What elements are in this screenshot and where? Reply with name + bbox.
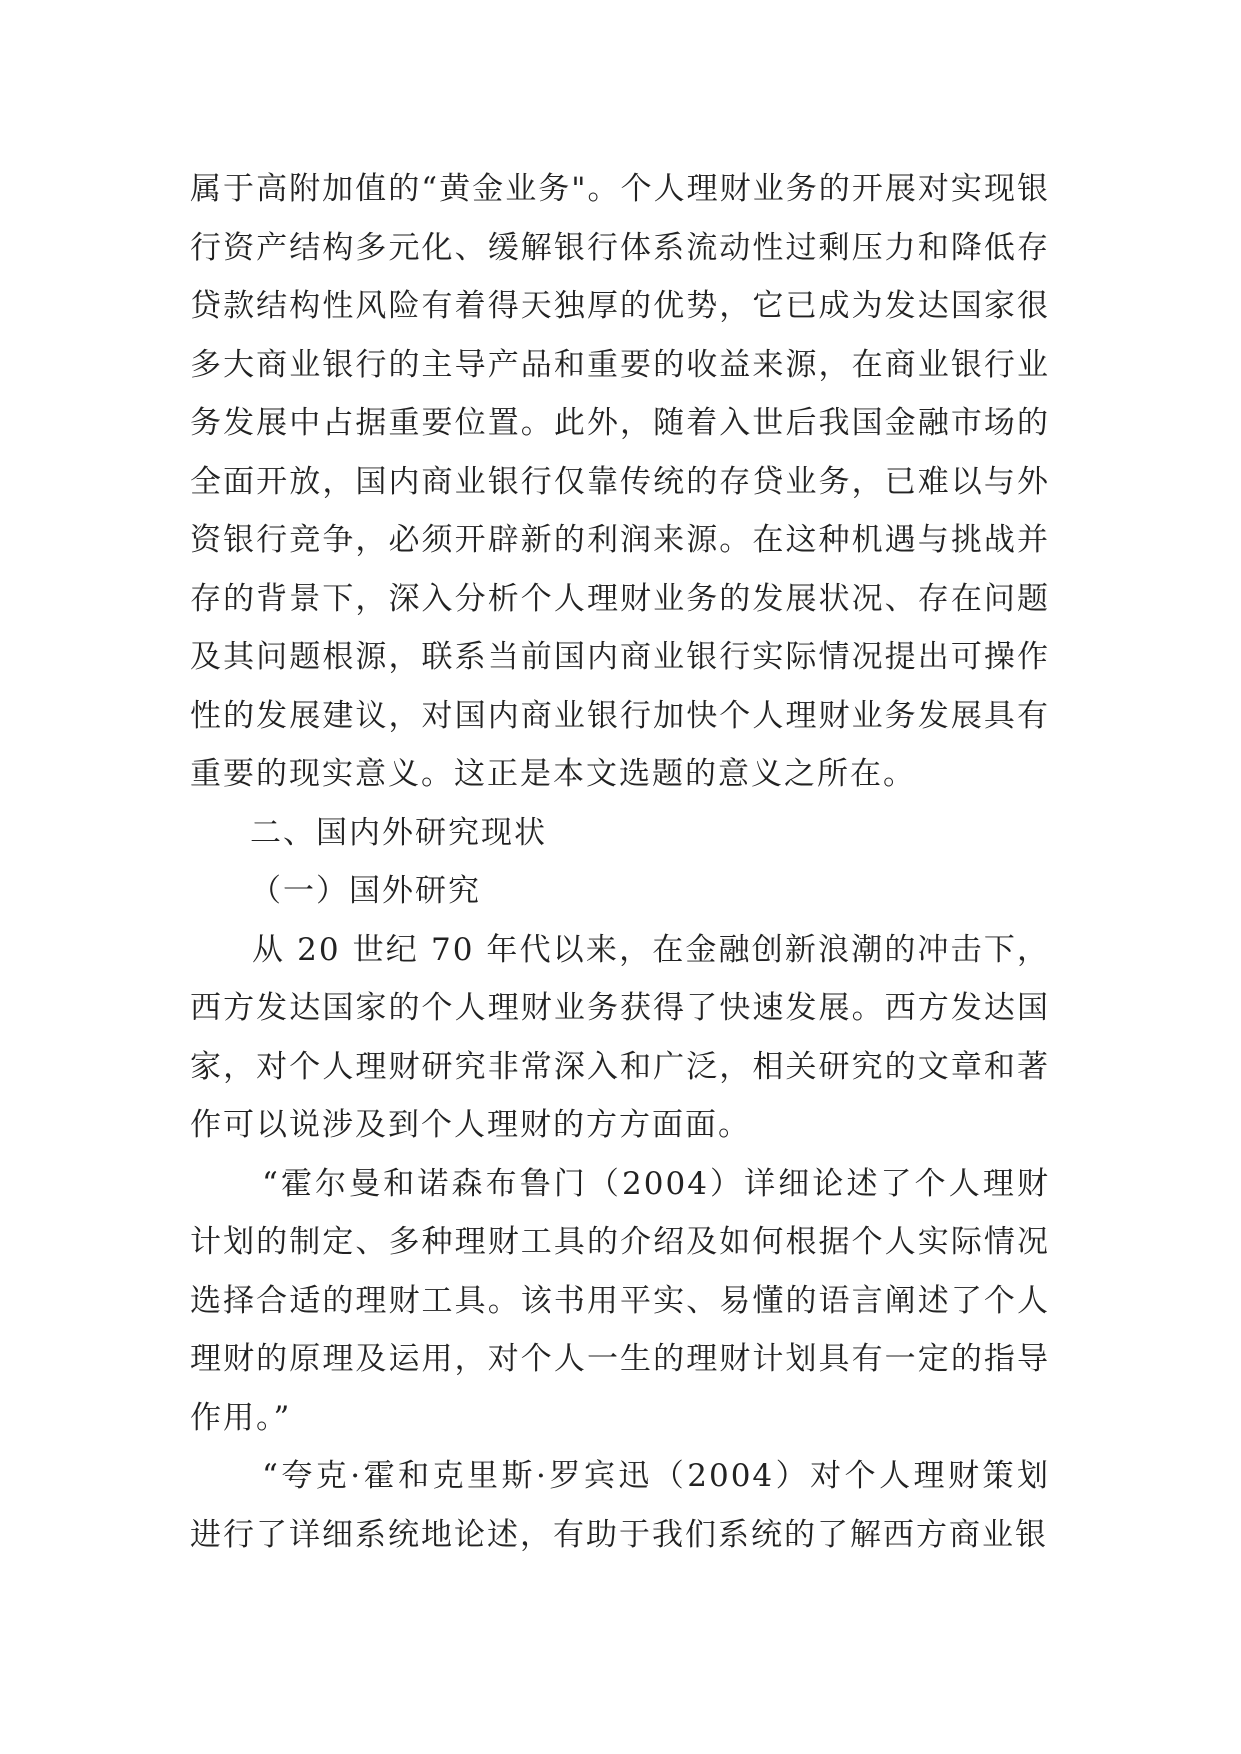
document-body — [190, 160, 1050, 1564]
section-heading: 二、国内外研究现状 — [250, 814, 547, 851]
subsection-heading: （一）国外研究 — [250, 873, 481, 909]
body-paragraph: “夸克·霍和克里斯·罗宾迅（2004）对个人理财策划进行了详细系统地论述，有助于我们系统的了解西方商业银 — [190, 1458, 1050, 1553]
body-paragraph: 属于高附加值的“黄金业务"。个人理财业务的开展对实现银行资产结构多元化、缓解银行体系流动性过剩压力和降低存贷款结构性风险有着得天独厚的优势，它已成为发达国家很多大商业银行的主导产品和重要的收益来源，在商业银行业务发展中占据重要位置。此外，随着入世后我国金融市场的全面开放，国内商业银行仅靠传统的存贷业务，已难以与外资银行竞争，必须开辟新的利润来源。在这种机遇与挑战并存的背景下，深入分析个人理财业务的发展状况、存在问题及其问题根源，联系当前国内商业银行实际情况提出可操作性的发展建议，对国内商业银行加快个人理财业务发展具有重要的现实意义。这正是本文选题的意义之所在。 — [190, 171, 1050, 792]
body-paragraph: “霍尔曼和诺森布鲁门（2004）详细论述了个人理财计划的制定、多种理财工具的介绍及如何根据个人实际情况选择合适的理财工具。该书用平实、易懂的语言阐述了个人理财的原理及运用，对个人一生的理财计划具有一定的指导作用。” — [190, 1165, 1050, 1436]
body-paragraph: 从 20 世纪 70 年代以来，在金融创新浪潮的冲击下，西方发达国家的个人理财业务获得了快速发展。西方发达国家，对个人理财研究非常深入和广泛，相关研究的文章和著作可以说涉及到个人理财的方方面面。 — [190, 931, 1050, 1143]
